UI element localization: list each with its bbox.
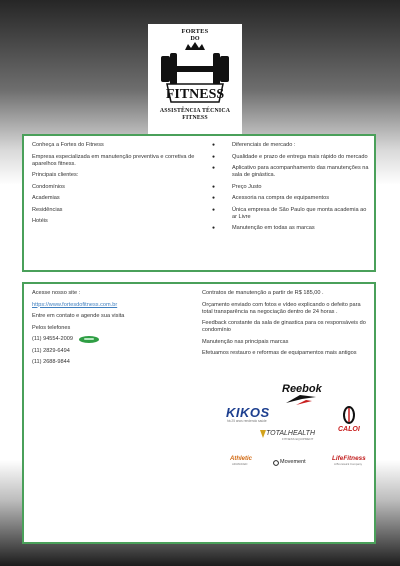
differential-item: ● Qualidade e prazo de entrega mais rápido do mercado xyxy=(212,154,370,161)
service-item: Feedback constante da sala de ginastica para os responsáveis do condomínio xyxy=(202,320,366,333)
caloi-logo: CALOI xyxy=(338,426,360,433)
logo-bottom-line2: FITNESS xyxy=(182,115,208,121)
athletic-logo: Athletic xyxy=(230,456,253,462)
brand-logos xyxy=(202,384,372,484)
company-logo xyxy=(148,24,242,134)
service-item: Manutenção nas principais marcas xyxy=(202,338,289,345)
service-item: Efetuamos restauro e reformas de equipamentos mais antigos xyxy=(202,350,357,356)
kikos-tagline: há 25 anos rendendo saúde xyxy=(227,419,267,423)
differentials-column xyxy=(212,142,370,237)
client-item: Academias xyxy=(32,195,60,201)
differential-item: ● Manutenção em todas as marcas xyxy=(212,225,370,232)
phone-number[interactable]: (11) 2829-6494 xyxy=(32,347,70,354)
phone-number[interactable]: (11) 2688-9844 xyxy=(32,359,70,365)
kikos-logo: KIKOS xyxy=(226,405,270,420)
contact-column xyxy=(32,290,192,371)
about-description: Empresa especializada em manutenção preventiva e corretiva de aparelhos fitness. xyxy=(32,153,195,167)
differential-item: ● Acessoria na compra de equipamentos xyxy=(212,195,370,202)
total-health-logo: TOTALHEALTH xyxy=(266,430,316,437)
logo-do-text: DO xyxy=(190,36,200,42)
whatsapp-icon xyxy=(79,336,99,343)
differential-item: ● Preço Justo xyxy=(212,184,370,191)
site-label: Acesse nosso site : xyxy=(32,290,81,296)
service-item: Contratos de manutenção a partir de R$ 185,00 . xyxy=(202,290,324,296)
phone-number[interactable]: (11) 94554-2009 xyxy=(32,336,73,342)
logo-top-text: FORTES xyxy=(181,28,209,35)
differential-item: ● Única empresa de São Paulo que monta academia ao ar Livre xyxy=(212,207,370,221)
reebok-vector-icon xyxy=(286,395,316,405)
logo-main-text: FITNESS xyxy=(165,87,225,102)
service-item: Orçamento enviado com fotos e vídeo explicando o defeito para total transparência na negociação dentro de 24 horas . xyxy=(202,301,361,315)
total-health-sub: FITNESS EQUIPMENT xyxy=(282,437,314,441)
clients-heading: Principais clientes: xyxy=(32,172,79,178)
movement-logo: Movement xyxy=(280,459,306,465)
athletic-sub: ADVANCED xyxy=(232,462,248,466)
movement-icon xyxy=(273,460,279,466)
reebok-logo: Reebok xyxy=(282,383,322,395)
site-link[interactable]: https://www.fortesdofitness.com.br xyxy=(32,301,118,308)
contact-instructions: Entre em contato e agende sua visita xyxy=(32,313,125,319)
client-item: Condomínios xyxy=(32,183,65,190)
client-item: Hotéis xyxy=(32,218,48,224)
phones-label: Pelos telefones xyxy=(32,324,71,331)
caloi-wheel-icon xyxy=(342,406,356,424)
services-column xyxy=(202,290,372,362)
about-heading: Conheça a Fortes do Fitness xyxy=(32,142,104,148)
logo-bottom-line1: ASSISTÊNCIA TÉCNICA xyxy=(159,108,231,114)
client-item: Residências xyxy=(32,206,63,213)
differentials-heading: ● Diferenciais de mercado : xyxy=(212,142,370,149)
contact-card xyxy=(22,282,376,544)
life-fitness-sub: A Brunswick Company xyxy=(334,462,362,466)
about-card xyxy=(22,134,376,272)
about-column xyxy=(32,142,200,230)
life-fitness-logo: LifeFitness xyxy=(332,455,366,462)
differential-item: ● Aplicativo para acompanhamento das manutenções na sala de ginástica. xyxy=(212,165,370,179)
phone-row xyxy=(32,336,192,343)
dumbbell-icon xyxy=(155,42,235,108)
